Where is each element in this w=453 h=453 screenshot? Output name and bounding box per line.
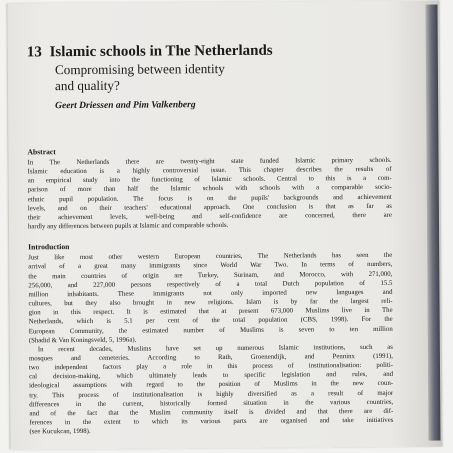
text-line: (see Kucukcan, 1998). xyxy=(29,428,91,436)
subtitle-line: Compromising between identity xyxy=(54,60,225,78)
chapter-number: 13 xyxy=(26,44,42,61)
page-content xyxy=(27,41,394,437)
text-line: and of the fact that the Muslim community itself is divided and that there are dif- xyxy=(29,407,394,418)
abstract-heading: Abstract xyxy=(27,147,56,157)
chapter-subtitle xyxy=(55,60,391,93)
text-line: 256,000, and 227,000 persons respectively of a total Dutch population of 15.5 xyxy=(28,279,393,290)
chapter-title xyxy=(27,41,391,62)
text-line: the main countries of origin are Turkey, Surinam, and Morocco, with 271,000, xyxy=(28,270,393,280)
introduction-paragraph-2 xyxy=(29,343,394,437)
abstract-paragraph xyxy=(28,156,393,232)
text-line: ideological assumptions with regard to the position of Muslims in the new coun- xyxy=(29,380,394,390)
text-line: try. This process of institutionalisation is highly diversified as a result of major xyxy=(29,389,394,399)
subtitle-line: and quality? xyxy=(54,77,120,93)
text-line: ferences in the extent to which its various parts are organised and take initiatives xyxy=(29,416,394,427)
text-line: cultures, but they also brought in new religions. Islam is by far the largest reli- xyxy=(28,297,393,308)
text-line: mosques and cemeteries. According to Rath, Groenendijk, and Penninx (1991), xyxy=(28,352,393,363)
text-line: European Community, the estimated number of Muslims is seven to ten million xyxy=(28,325,393,335)
text-line: Netherlands, which is 5.1 per cent of the total population (CBS, 1998). For the xyxy=(28,316,393,326)
text-line: two independent factors play a role in this process of institutionalisation: politi- xyxy=(28,361,394,372)
text-line: an empirical study into the functioning of Islamic schools. Central to this is a com- xyxy=(27,175,392,185)
introduction-paragraph-1 xyxy=(28,251,393,345)
chapter-authors: Geert Driessen and Pim Valkenberg xyxy=(55,100,196,112)
text-line: Just like most other western European countries, The Netherlands has seen the xyxy=(28,252,393,262)
text-line: (Shadid & Van Koningsveld, 5, 1996a). xyxy=(28,336,137,345)
text-line: hardly any differences between pupils at Islamic and comparable schools. xyxy=(27,222,229,231)
text-line: cal decision-making, which ultimately leads to specific legislation and rules, and xyxy=(29,371,394,381)
text-line: million inhabitants. These immigrants not only imported new languages and xyxy=(28,288,393,299)
text-line: ethnic pupil population. The focus is on the pupils' backgrounds and achievement xyxy=(27,193,392,203)
chapter-title-text: Islamic schools in The Netherlands xyxy=(49,42,273,61)
book-edge-shadow xyxy=(425,5,440,441)
text-line: levels, and on their teachers' educational approach. One conclusion is that as far as xyxy=(27,202,392,213)
text-line: arrival of a great many immigrants since World War Two. In terms of numbers, xyxy=(28,261,393,271)
text-line: parison of more than half the Islamic schools with schools with a comparable socio- xyxy=(27,184,392,194)
text-line: differences in the current, historically formed situation in the various countries, xyxy=(29,398,394,409)
text-line: Islamic education is a highly controversial issue. This chapter describes the results of xyxy=(27,165,392,176)
introduction-heading: Introduction xyxy=(28,242,70,252)
text-line: In recent decades, Muslims have set up numerous Islamic institutions, such as xyxy=(37,343,393,354)
book-page xyxy=(6,0,442,449)
text-line: In The Netherlands there are twenty-eight state funded Islamic primary schools. xyxy=(27,156,392,167)
text-line: their achievement levels, well-being and self-confidence are concerned, there are xyxy=(27,211,392,222)
text-line: gion in this respect. It is estimated that at present 673,000 Muslims live in The xyxy=(28,307,393,317)
